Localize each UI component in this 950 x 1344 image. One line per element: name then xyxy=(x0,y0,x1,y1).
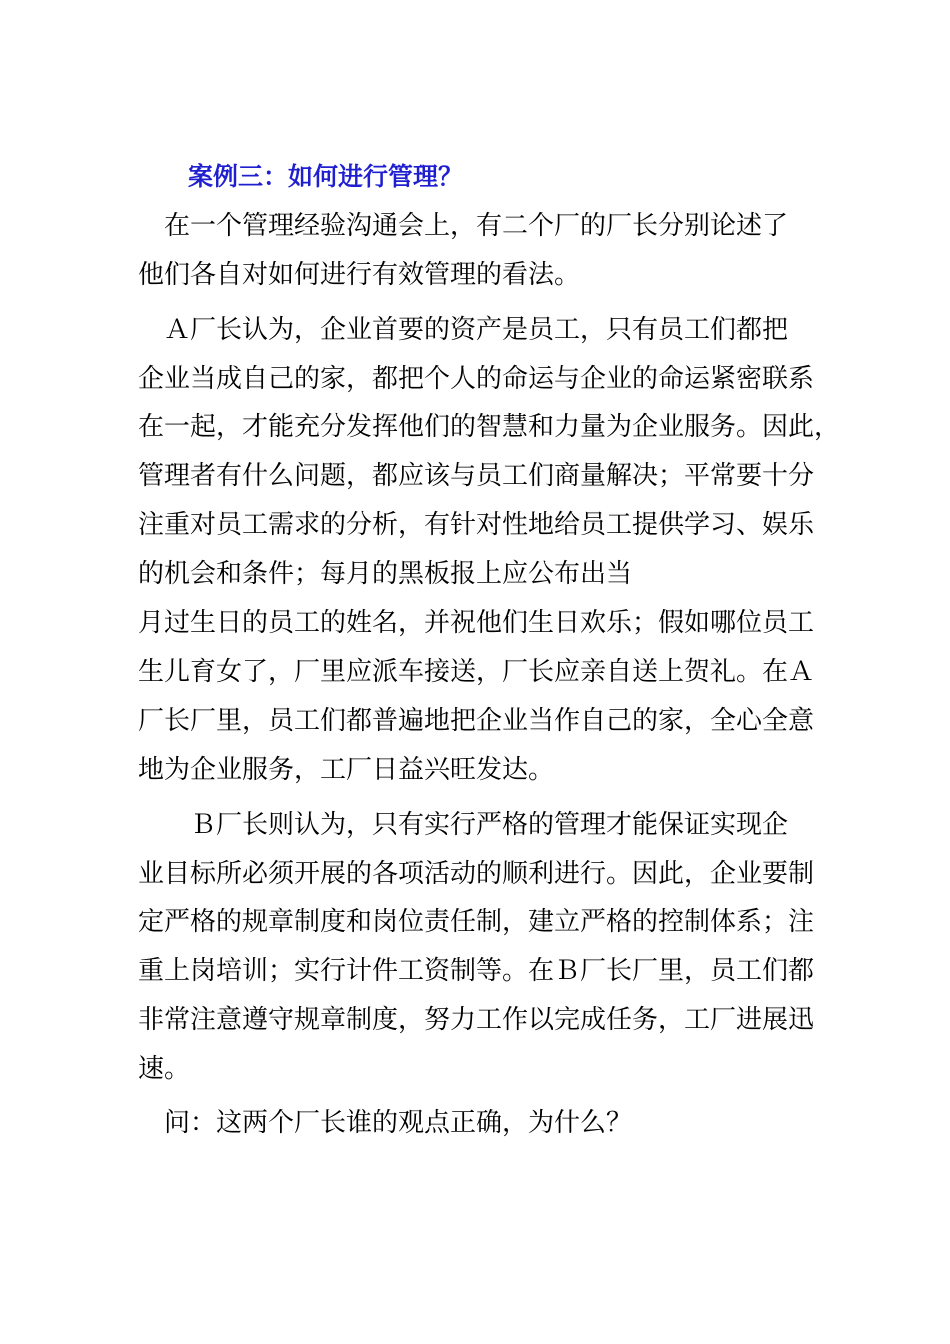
text-line-4: 企业当成自己的家，都把个人的命运与企业的命运紧密联系 xyxy=(138,364,815,394)
text-line-19: 问：这两个厂长谁的观点正确，为什么？ xyxy=(138,1108,633,1138)
case-title: 案例三：如何进行管理？ xyxy=(188,162,464,191)
text-line-13: Ｂ厂长则认为，只有实行严格的管理才能保证实现企 xyxy=(138,810,789,840)
text-line-18: 速。 xyxy=(138,1054,191,1084)
text-line-8: 的机会和条件；每月的黑板报上应公布出当 xyxy=(138,559,633,589)
text-line-9: 月过生日的员工的姓名，并祝他们生日欢乐；假如哪位员工 xyxy=(138,608,815,638)
text-line-12: 地为企业服务，工厂日益兴旺发达。 xyxy=(138,755,555,785)
text-line-15: 定严格的规章制度和岗位责任制，建立严格的控制体系；注 xyxy=(138,907,815,937)
text-line-5: 在一起，才能充分发挥他们的智慧和力量为企业服务。因此， xyxy=(138,412,841,442)
text-line-3: Ａ厂长认为，企业首要的资产是员工，只有员工们都把 xyxy=(138,315,789,345)
text-line-2: 他们各自对如何进行有效管理的看法。 xyxy=(138,260,581,290)
text-line-10: 生儿育女了，厂里应派车接送，厂长应亲自送上贺礼。在Ａ xyxy=(138,657,815,687)
text-line-6: 管理者有什么问题，都应该与员工们商量解决；平常要十分 xyxy=(138,461,815,491)
text-line-16: 重上岗培训；实行计件工资制等。在Ｂ厂长厂里，员工们都 xyxy=(138,956,815,986)
text-line-1: 在一个管理经验沟通会上，有二个厂的厂长分别论述了 xyxy=(138,211,789,241)
text-line-7: 注重对员工需求的分析，有针对性地给员工提供学习、娱乐 xyxy=(138,510,815,540)
text-line-14: 业目标所必须开展的各项活动的顺利进行。因此，企业要制 xyxy=(138,859,815,889)
text-line-11: 厂长厂里，员工们都普遍地把企业当作自己的家，全心全意 xyxy=(138,706,815,736)
text-line-17: 非常注意遵守规章制度，努力工作以完成任务，工厂进展迅 xyxy=(138,1005,815,1035)
